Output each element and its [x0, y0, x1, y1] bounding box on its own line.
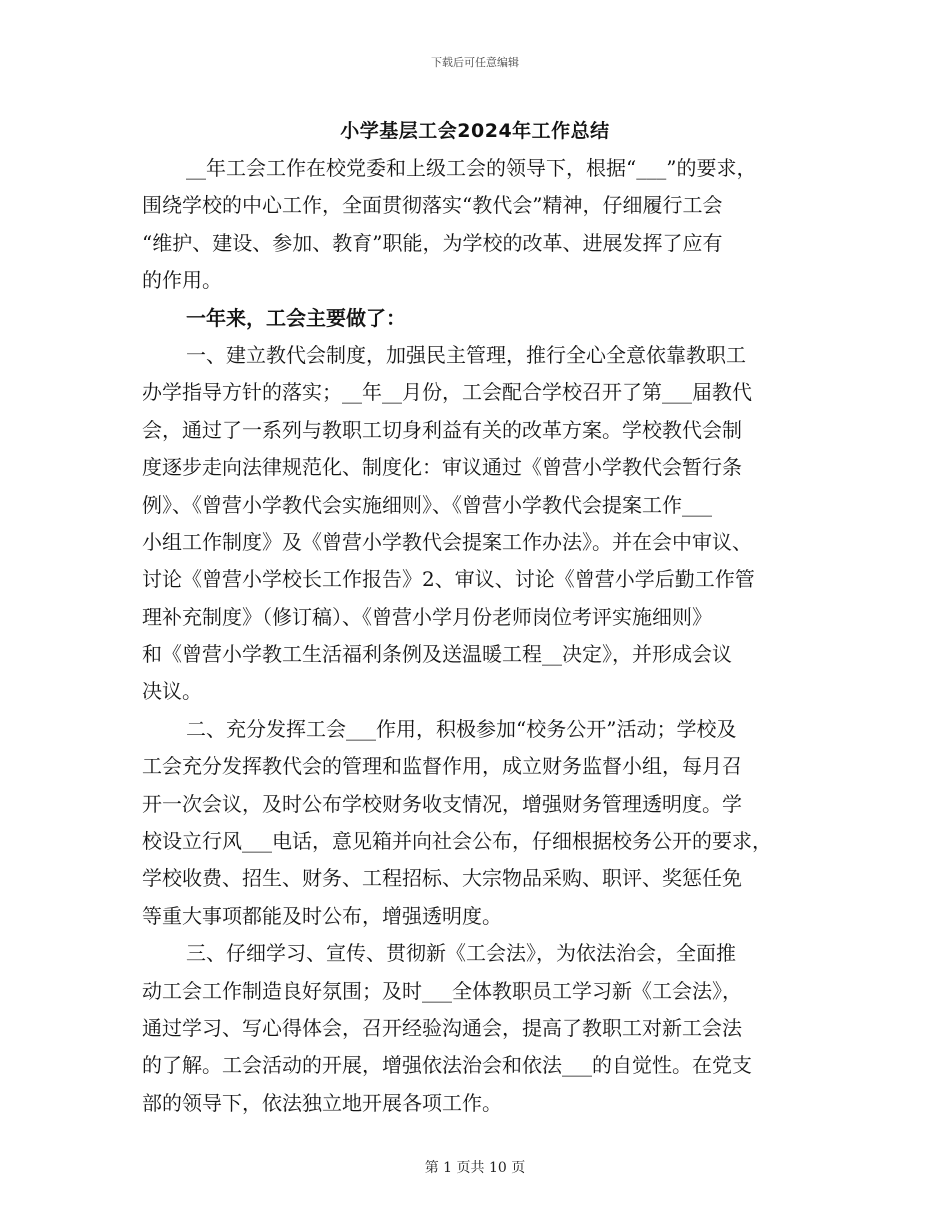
body-line: 决议。	[142, 679, 202, 704]
header-note: 下载后可任意编辑	[431, 56, 519, 69]
body-line: 围绕学校的中心工作，全面贯彻落实“教代会”精神，仔细履行工会	[142, 193, 723, 218]
body-line: 通过学习、写心得体会，召开经验沟通会，提高了教职工对新工会法	[142, 1015, 742, 1040]
body-line: “维护、建设、参加、教育”职能，为学校的改革、进展发挥了应有	[142, 230, 723, 255]
body-line: 动工会工作制造良好氛围；及时___全体教职员工学习新《工会法》，	[142, 978, 742, 1003]
body-line: 学校收费、招生、财务、工程招标、大宗物品采购、职评、奖惩任免	[142, 866, 742, 891]
body-line: 小组工作制度》及《曾营小学教代会提案工作办法》。并在会中审议、	[142, 529, 752, 554]
body-line: 开一次会议，及时公布学校财务收支情况，增强财务管理透明度。学	[142, 791, 742, 816]
body-line: __年工会工作在校党委和上级工会的领导下，根据“___”的要求，	[186, 156, 757, 180]
body-line: 会，通过了一系列与教职工切身利益有关的改革方案。学校教代会制	[142, 417, 742, 442]
body-line: 等重大事项都能及时公布，增强透明度。	[142, 903, 502, 928]
body-line: 办学指导方针的落实；__年__月份，工会配合学校召开了第___届教代	[142, 380, 752, 405]
body-line: 理补充制度》（修订稿）、《曾营小学月份老师岗位考评实施细则》	[142, 604, 712, 629]
body-line: 校设立行风___电话，意见箱并向社会公布，仔细根据校务公开的要求，	[142, 829, 772, 854]
body-line: 工会充分发挥教代会的管理和监督作用，成立财务监督小组，每月召	[142, 754, 742, 779]
body-line: 例》、《曾营小学教代会实施细则》、《曾营小学教代会提案工作___	[142, 492, 712, 517]
body-line: 和《曾营小学教工生活福利条例及送温暖工程__决定》，并形成会议	[142, 642, 732, 667]
document-title: 小学基层工会2024年工作总结	[340, 120, 610, 142]
section-heading: 一年来，工会主要做了：	[186, 305, 406, 330]
document-body	[142, 150, 822, 1122]
body-line: 一、建立教代会制度，加强民主管理，推行全心全意依靠教职工	[186, 342, 746, 367]
page-footer: 第 1 页共 10 页	[424, 1160, 526, 1176]
body-line: 的了解。工会活动的开展，增强依法治会和依法___的自觉性。在党支	[142, 1053, 752, 1078]
body-line: 部的领导下，依法独立地开展各项工作。	[142, 1090, 502, 1115]
body-line: 二、充分发挥工会___作用，积极参加“校务公开”活动；学校及	[186, 716, 737, 741]
body-line: 三、仔细学习、宣传、贯彻新《工会法》，为依法治会，全面推	[186, 941, 736, 966]
body-line: 的作用。	[142, 268, 222, 293]
body-line: 度逐步走向法律规范化、制度化：审议通过《曾营小学教代会暂行条	[142, 455, 742, 480]
body-line: 讨论《曾营小学校长工作报告》2、审议、讨论《曾营小学后勤工作管	[142, 567, 755, 592]
